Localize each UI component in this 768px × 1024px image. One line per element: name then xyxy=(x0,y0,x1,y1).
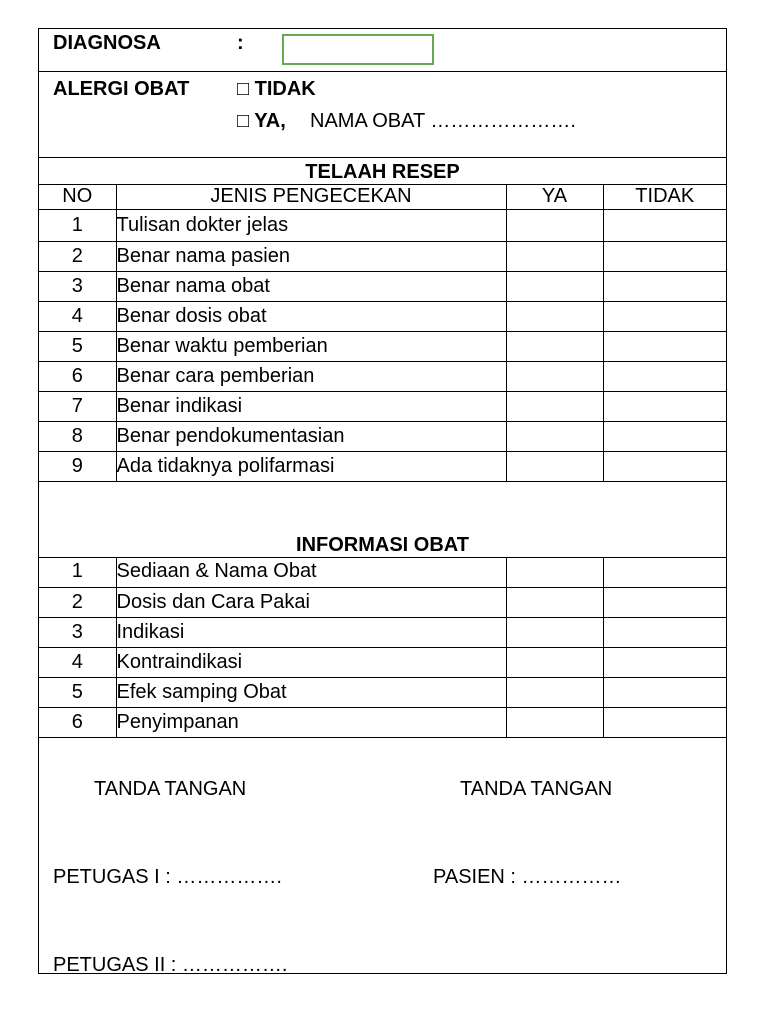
ya-cell[interactable] xyxy=(506,301,603,331)
table-row xyxy=(39,301,726,331)
table-row xyxy=(39,451,726,481)
tanda-tangan-petugas-title: TANDA TANGAN xyxy=(94,778,247,800)
ya-cell[interactable] xyxy=(506,677,603,707)
row-label: Penyimpanan xyxy=(116,707,506,737)
ya-cell[interactable] xyxy=(506,451,603,481)
row-no: 6 xyxy=(39,707,116,737)
table-row xyxy=(39,707,726,737)
row-no: 5 xyxy=(39,677,116,707)
row-label: Benar dosis obat xyxy=(116,301,506,331)
ya-cell[interactable] xyxy=(506,557,603,587)
informasi-obat-title: INFORMASI OBAT xyxy=(296,534,469,556)
row-label: Benar cara pemberian xyxy=(116,361,506,391)
diagnosa-label: DIAGNOSA xyxy=(53,32,161,54)
tidak-cell[interactable] xyxy=(603,421,726,451)
header-ya: YA xyxy=(506,184,603,209)
row-no: 5 xyxy=(39,331,116,361)
row-no: 6 xyxy=(39,361,116,391)
table-row xyxy=(39,557,726,587)
table-row xyxy=(39,241,726,271)
diagnosa-input[interactable] xyxy=(282,34,434,65)
table-row xyxy=(39,209,726,241)
diagnosa-colon: : xyxy=(237,32,244,54)
tidak-cell[interactable] xyxy=(603,301,726,331)
ya-cell[interactable] xyxy=(506,241,603,271)
table-row xyxy=(39,647,726,677)
table-row xyxy=(39,271,726,301)
row-label: Sediaan & Nama Obat xyxy=(116,557,506,587)
row-no: 1 xyxy=(39,209,116,241)
row-label: Benar nama pasien xyxy=(116,241,506,271)
divider xyxy=(39,157,726,158)
table-row xyxy=(39,587,726,617)
tidak-cell[interactable] xyxy=(603,677,726,707)
tanda-tangan-pasien-title: TANDA TANGAN xyxy=(460,778,613,800)
row-no: 8 xyxy=(39,421,116,451)
resep-form xyxy=(38,28,727,974)
table-header-row xyxy=(39,184,726,209)
table-row xyxy=(39,677,726,707)
table-row xyxy=(39,391,726,421)
row-label: Ada tidaknya polifarmasi xyxy=(116,451,506,481)
ya-cell[interactable] xyxy=(506,391,603,421)
header-no: NO xyxy=(39,184,116,209)
row-no: 9 xyxy=(39,451,116,481)
ya-cell[interactable] xyxy=(506,331,603,361)
table-row xyxy=(39,361,726,391)
row-no: 1 xyxy=(39,557,116,587)
row-label: Benar nama obat xyxy=(116,271,506,301)
ya-cell[interactable] xyxy=(506,271,603,301)
row-label: Benar waktu pemberian xyxy=(116,331,506,361)
table-row xyxy=(39,617,726,647)
row-label: Benar pendokumentasian xyxy=(116,421,506,451)
row-no: 2 xyxy=(39,587,116,617)
tidak-cell[interactable] xyxy=(603,271,726,301)
alergi-obat-label: ALERGI OBAT xyxy=(53,78,190,100)
tidak-cell[interactable] xyxy=(603,331,726,361)
row-no: 4 xyxy=(39,647,116,677)
ya-cell[interactable] xyxy=(506,421,603,451)
table-row xyxy=(39,421,726,451)
telaah-resep-title: TELAAH RESEP xyxy=(305,161,460,183)
tidak-cell[interactable] xyxy=(603,707,726,737)
ya-cell[interactable] xyxy=(506,707,603,737)
tidak-cell[interactable] xyxy=(603,391,726,421)
table-row xyxy=(39,331,726,361)
tidak-cell[interactable] xyxy=(603,557,726,587)
tidak-cell[interactable] xyxy=(603,647,726,677)
ya-cell[interactable] xyxy=(506,617,603,647)
petugas-1-field: PETUGAS I : ……………. xyxy=(53,866,282,888)
ya-cell[interactable] xyxy=(506,647,603,677)
row-no: 7 xyxy=(39,391,116,421)
header-tidak: TIDAK xyxy=(603,184,726,209)
row-label: Indikasi xyxy=(116,617,506,647)
row-label: Benar indikasi xyxy=(116,391,506,421)
row-label: Dosis dan Cara Pakai xyxy=(116,587,506,617)
tidak-cell[interactable] xyxy=(603,617,726,647)
row-label: Kontraindikasi xyxy=(116,647,506,677)
tidak-cell[interactable] xyxy=(603,451,726,481)
ya-cell[interactable] xyxy=(506,587,603,617)
row-no: 3 xyxy=(39,271,116,301)
telaah-resep-table xyxy=(39,184,726,482)
header-jenis-pengecekan: JENIS PENGECEKAN xyxy=(116,184,506,209)
informasi-obat-table xyxy=(39,557,726,738)
row-label: Tulisan dokter jelas xyxy=(116,209,506,241)
tidak-cell[interactable] xyxy=(603,587,726,617)
alergi-tidak-option[interactable]: □ TIDAK xyxy=(237,78,316,100)
row-label: Efek samping Obat xyxy=(116,677,506,707)
row-no: 2 xyxy=(39,241,116,271)
divider xyxy=(39,71,726,72)
alergi-ya-option[interactable]: □ YA, xyxy=(237,110,286,132)
petugas-2-field: PETUGAS II : ……………. xyxy=(53,954,288,976)
row-no: 3 xyxy=(39,617,116,647)
row-no: 4 xyxy=(39,301,116,331)
pasien-field: PASIEN : …………… xyxy=(433,866,622,888)
ya-cell[interactable] xyxy=(506,209,603,241)
tidak-cell[interactable] xyxy=(603,241,726,271)
ya-cell[interactable] xyxy=(506,361,603,391)
nama-obat-field: NAMA OBAT …………………. xyxy=(310,110,576,132)
tidak-cell[interactable] xyxy=(603,361,726,391)
tidak-cell[interactable] xyxy=(603,209,726,241)
